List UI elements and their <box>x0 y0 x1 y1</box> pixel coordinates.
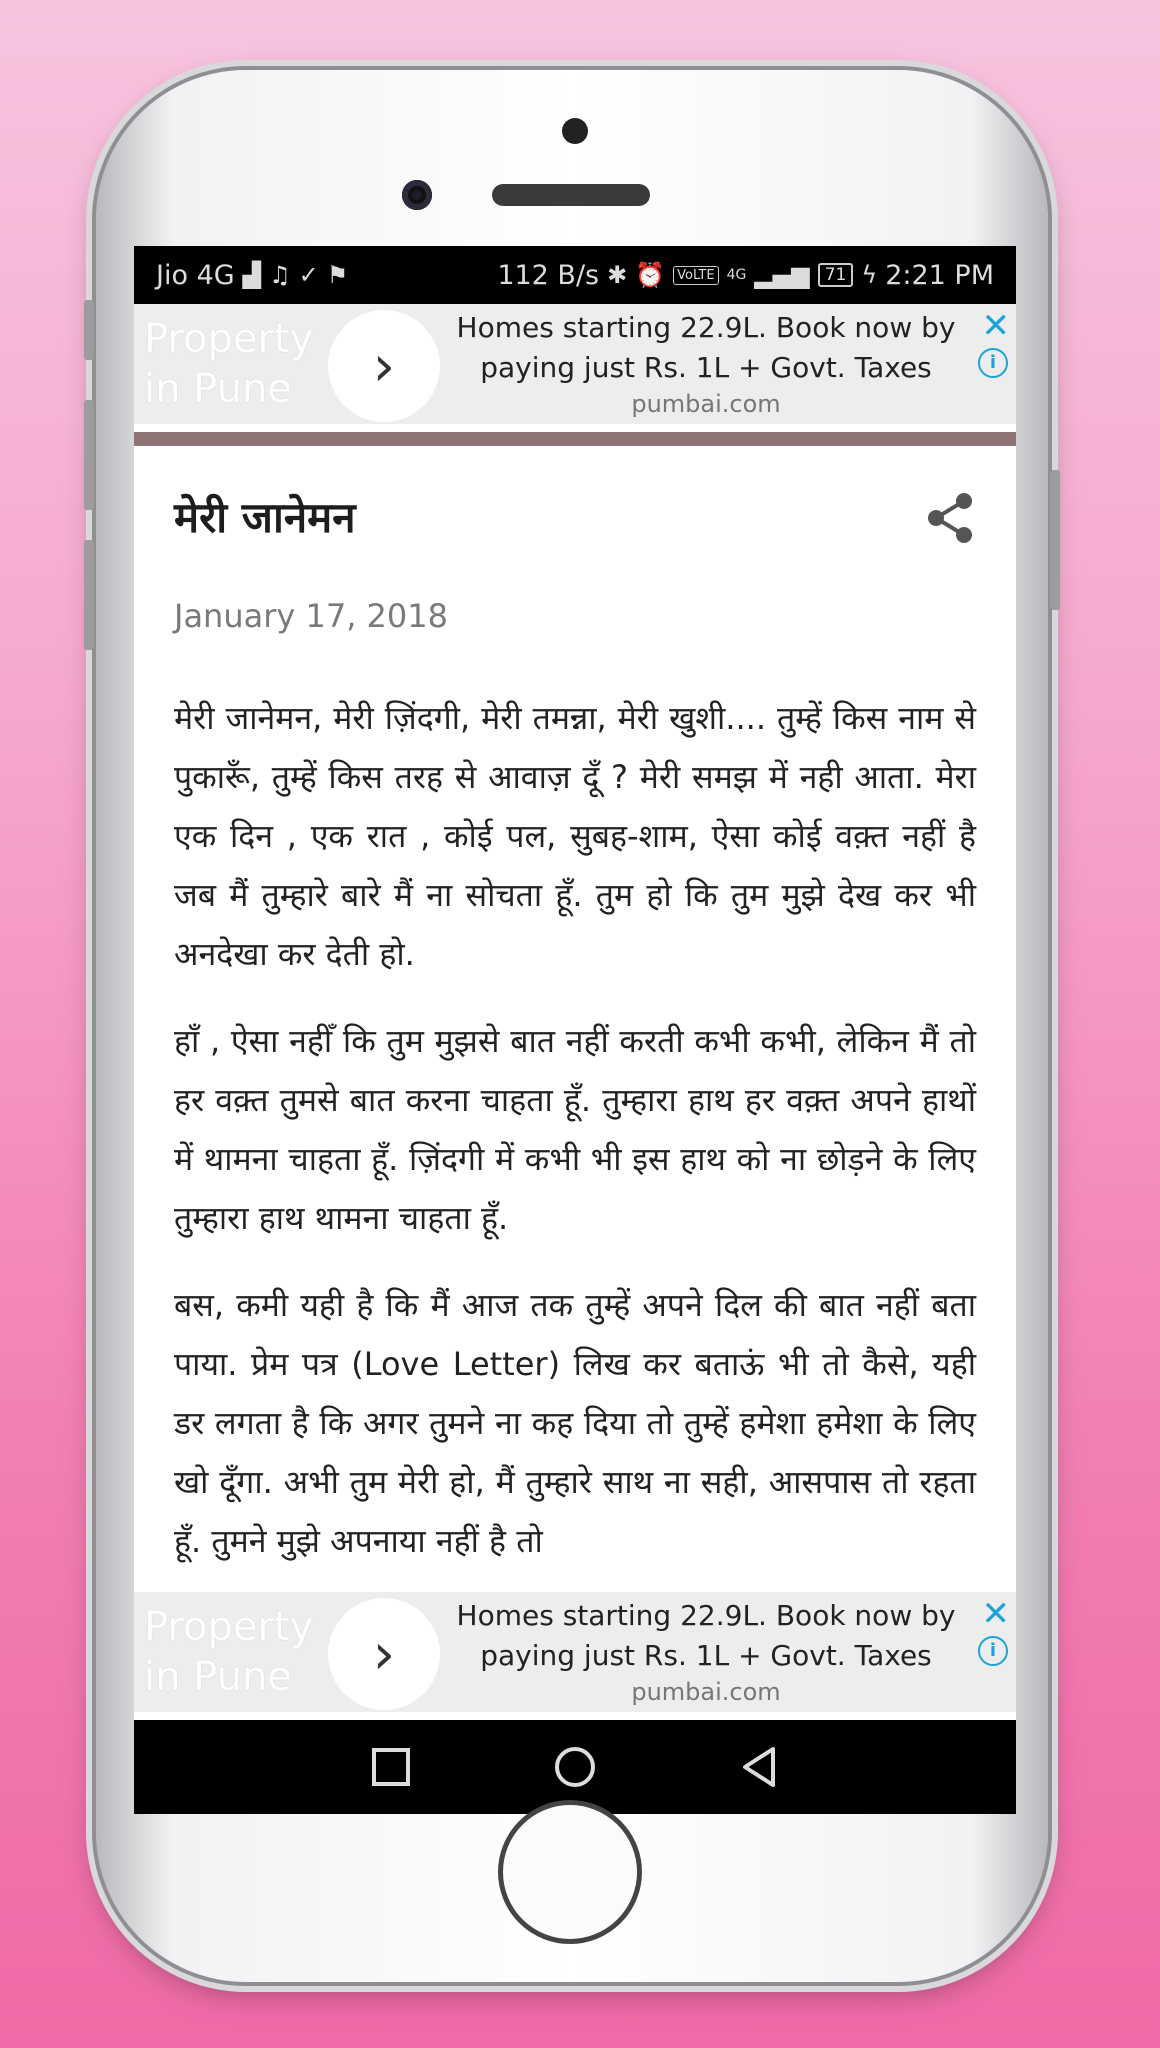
circle-icon <box>553 1745 597 1789</box>
clock: 2:21 PM <box>885 259 994 291</box>
ad-info-icon[interactable]: i <box>978 348 1008 378</box>
network-type: 4G <box>726 267 747 283</box>
volume-down-button <box>84 540 94 650</box>
flag-icon: ⚑ <box>326 261 349 289</box>
ad-headline-line1: Homes starting 22.9L. Book now by <box>456 311 956 344</box>
ad-brand <box>134 314 314 414</box>
activity-icon: ▟ <box>242 261 262 289</box>
square-icon <box>371 1747 411 1787</box>
bottom-ad-banner[interactable] <box>134 1592 1016 1712</box>
ad-close-icon[interactable]: ✕ <box>981 1594 1010 1634</box>
post-date: January 17, 2018 <box>174 597 448 635</box>
ad-copy[interactable] <box>446 1596 966 1706</box>
post-title: मेरी जानेमन <box>174 493 356 542</box>
top-ad-banner[interactable] <box>134 304 1016 424</box>
accent-bar <box>134 432 1016 446</box>
front-camera <box>402 180 432 210</box>
alarm-icon: ⏰ <box>635 261 666 289</box>
physical-home-button[interactable] <box>498 1800 642 1944</box>
bluetooth-icon: ✱ <box>607 261 628 289</box>
ad-domain: pumbai.com <box>631 1678 781 1706</box>
chevron-right-icon: › <box>372 333 396 399</box>
post-body <box>174 689 976 1571</box>
post-header <box>174 478 976 545</box>
ad-arrow-button[interactable] <box>328 1598 440 1710</box>
divider <box>134 424 1016 432</box>
ad-copy[interactable] <box>446 308 966 418</box>
download-check-icon: ✓ <box>298 261 319 289</box>
earpiece-speaker <box>492 184 650 206</box>
ad-arrow-button[interactable] <box>328 310 440 422</box>
mute-switch <box>84 300 94 360</box>
ad-headline-line2: paying just Rs. 1L + Govt. Taxes <box>480 1639 932 1672</box>
ad-close-icon[interactable]: ✕ <box>981 306 1010 346</box>
ad-brand-line2: in Pune <box>144 1654 292 1700</box>
triangle-back-icon <box>739 1745 779 1789</box>
power-button <box>1050 470 1060 610</box>
post-paragraph: मेरी जानेमन, मेरी ज़िंदगी, मेरी तमन्ना, मेरी खुशी.... तुम्हें किस नाम से पुकारूँ, तुम्हें किस तरह से आवाज़ दूँ ? मेरी समझ में नही आता. मेरा एक दिन , एक रात , कोई पल, सुबह-शाम, ऐसा कोई वक़्त नहीं है जब मैं तुम्हारे बारे मैं ना सोचता हूँ. तुम हो कि तुम मुझे देख कर भी अनदेखा कर देती हो. <box>174 699 976 973</box>
ad-brand <box>134 1602 314 1702</box>
back-button[interactable] <box>737 1745 781 1789</box>
ad-headline-line1: Homes starting 22.9L. Book now by <box>456 1599 956 1632</box>
blog-post <box>134 446 1016 1571</box>
signal-icon: ▂▄▆ <box>754 261 810 289</box>
volume-up-button <box>84 400 94 510</box>
phone-screen <box>134 246 1016 1814</box>
ad-brand-line1: Property <box>144 1604 314 1650</box>
ad-info-icon[interactable]: i <box>978 1636 1008 1666</box>
ad-brand-line1: Property <box>144 316 314 362</box>
net-speed: 112 B/s <box>497 259 600 291</box>
carrier-label: Jio 4G <box>156 259 235 291</box>
status-bar <box>134 246 1016 304</box>
proximity-sensor <box>562 118 588 144</box>
chevron-right-icon: › <box>372 1621 396 1687</box>
ad-headline-line2: paying just Rs. 1L + Govt. Taxes <box>480 351 932 384</box>
volte-badge: VoLTE <box>673 266 718 285</box>
share-icon[interactable] <box>926 492 974 544</box>
home-nav-button[interactable] <box>553 1745 597 1789</box>
ad-brand-line2: in Pune <box>144 366 292 412</box>
charging-icon: ϟ <box>861 261 878 289</box>
post-paragraph: हाँ , ऐसा नहीँ कि तुम मुझसे बात नहीं करती कभी कभी, लेकिन मैं तो हर वक़्त तुमसे बात करना चाहता हूँ. तुम्हारा हाथ हर वक़्त अपने हाथों में थामना चाहता हूँ. ज़िंदगी में कभी भी इस हाथ को ना छोड़ने के लिए तुम्हारा हाथ थामना चाहता हूँ. <box>174 1022 976 1237</box>
battery-level: 71 <box>818 263 854 287</box>
post-paragraph: बस, कमी यही है कि मैं आज तक तुम्हें अपने दिल की बात नहीं बता पाया. प्रेम पत्र (Love Letter) लिख कर बताऊं भी तो कैसे, यही डर लगता है कि अगर तुमने ना कह दिया तो तुम्हें हमेशा हमेशा के लिए खो दूँगा. अभी तुम मेरी हो, मैं तुम्हारे साथ ना सही, आसपास तो रहता हूँ. तुमने मुझे अपनाया नहीं है तो <box>174 1286 976 1560</box>
ad-domain: pumbai.com <box>631 390 781 418</box>
music-icon: ♫ <box>269 261 291 289</box>
recents-button[interactable] <box>369 1745 413 1789</box>
